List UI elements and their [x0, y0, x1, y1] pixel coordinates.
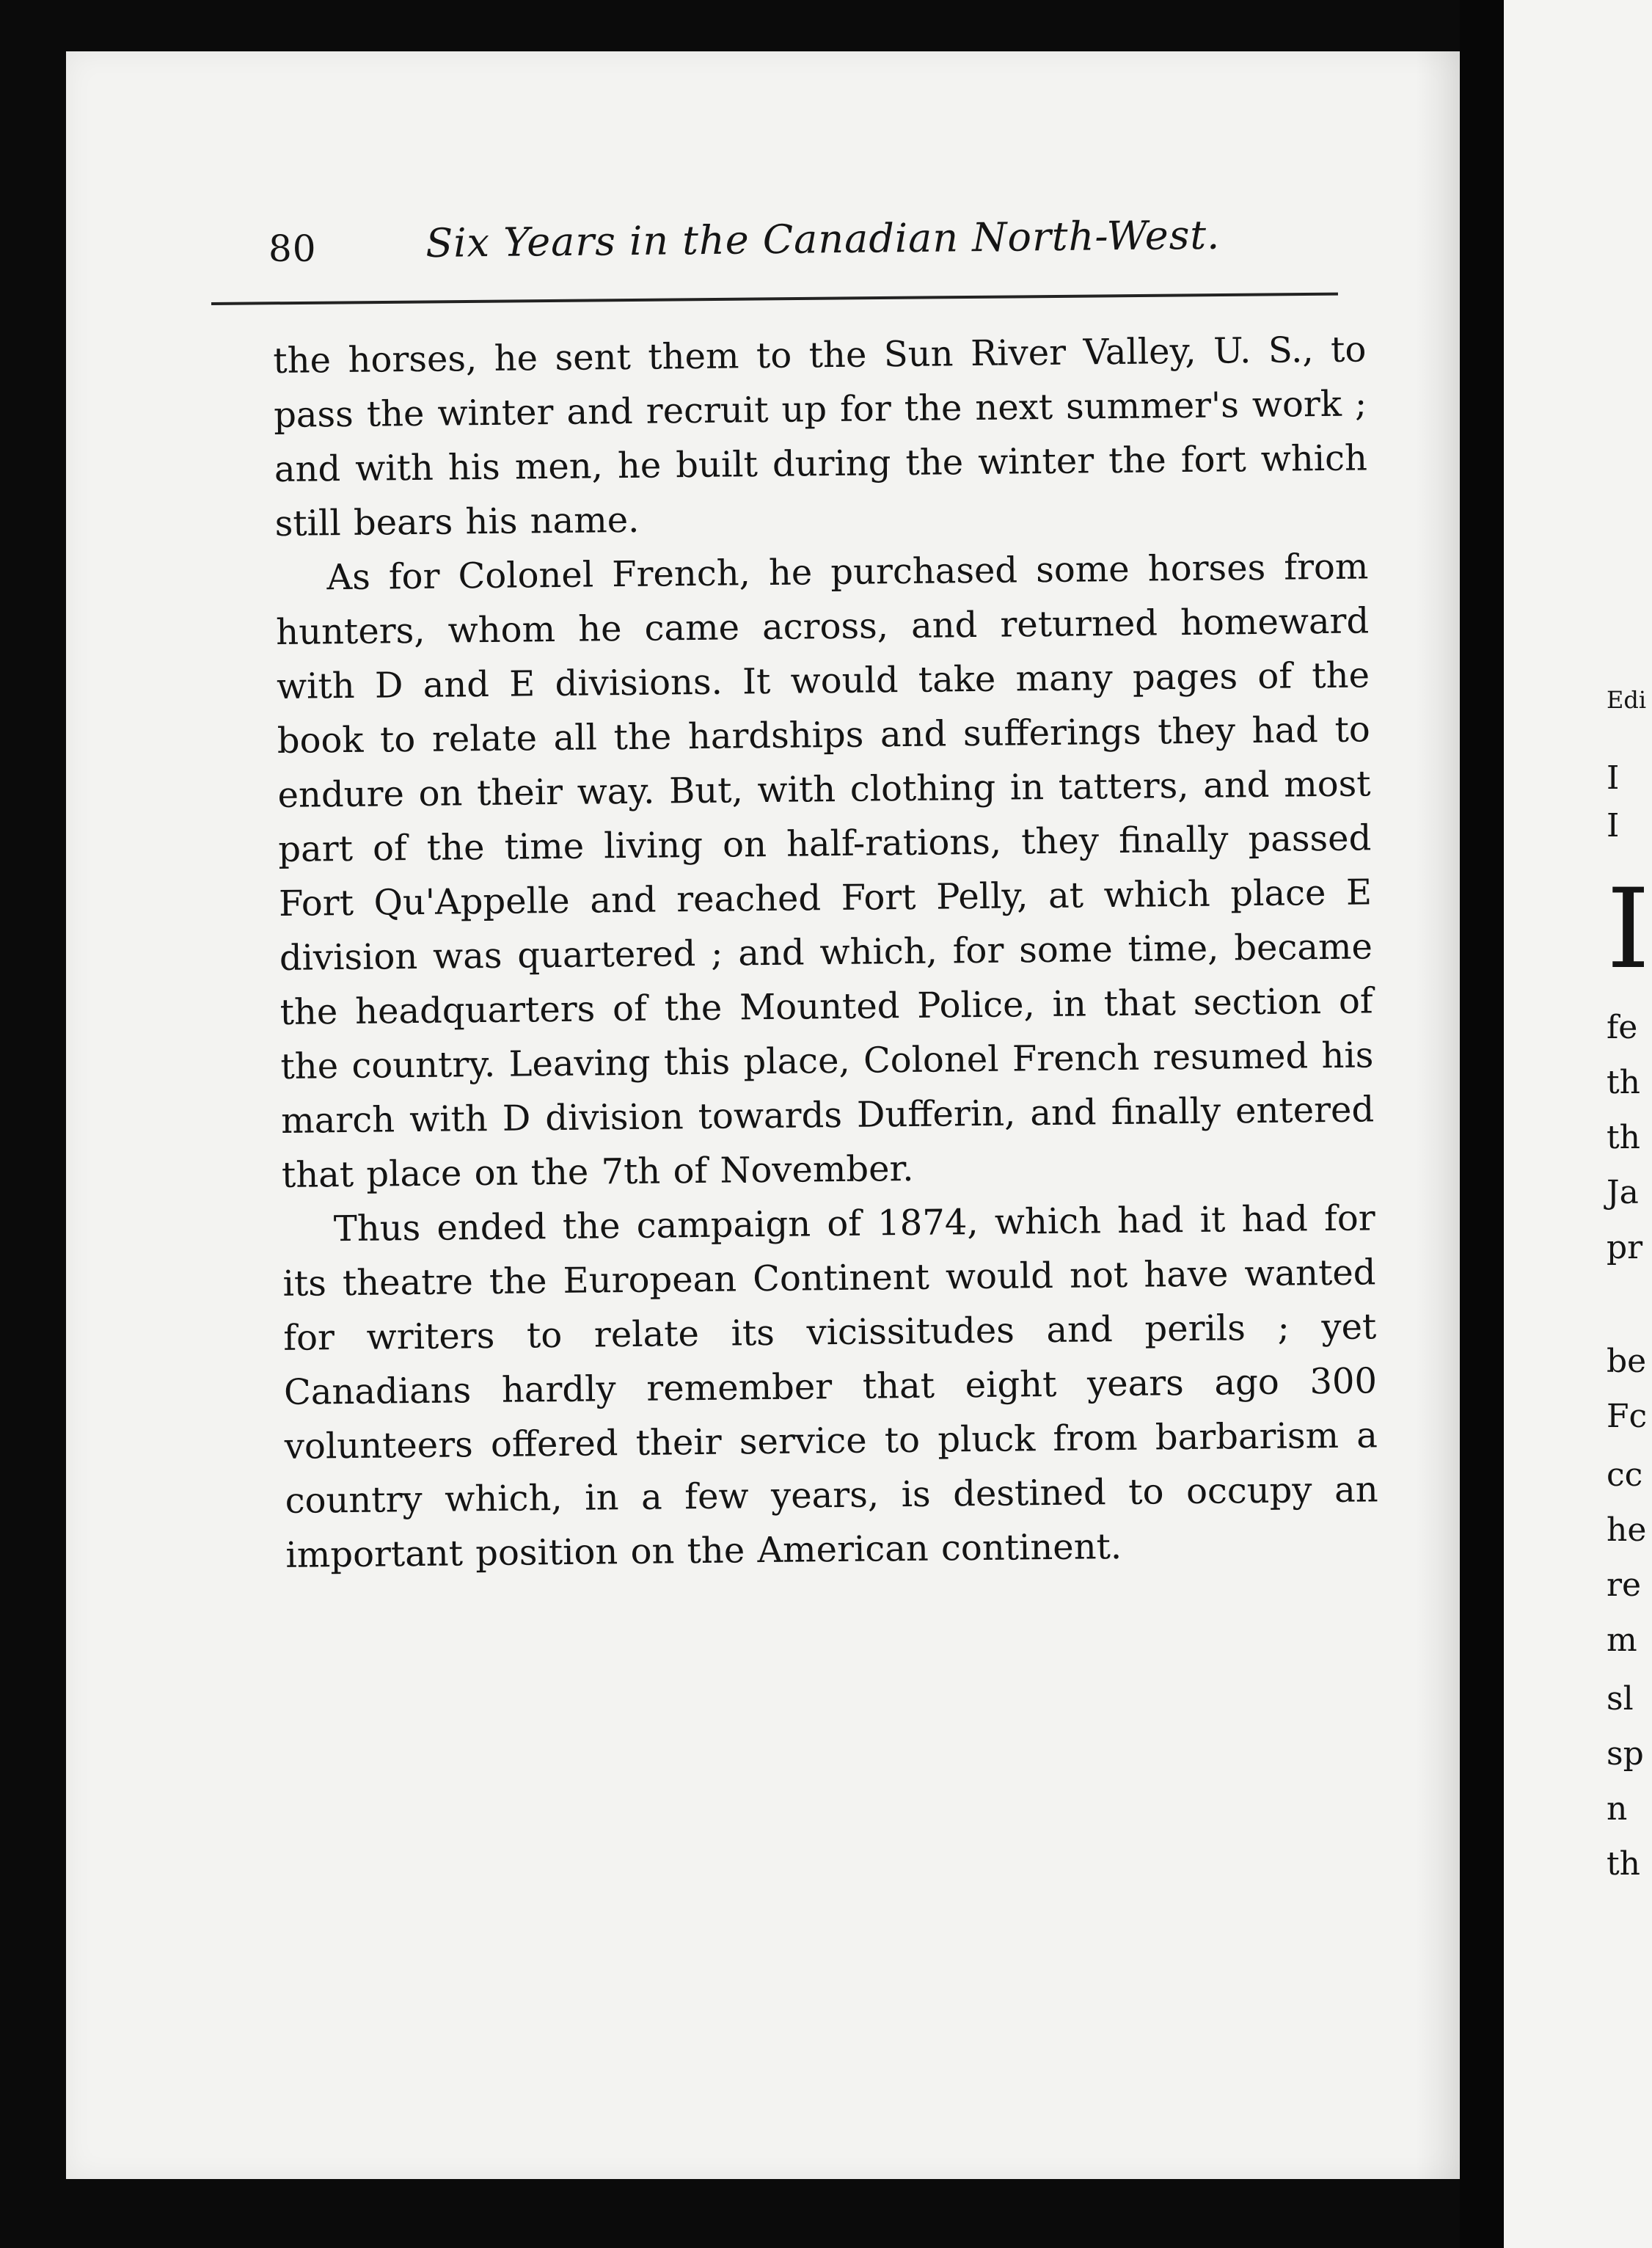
facing-fragment: sl	[1607, 1680, 1634, 1718]
facing-fragment: Edi	[1607, 686, 1647, 714]
facing-fragment: be	[1607, 1343, 1647, 1380]
facing-fragment: cc	[1607, 1456, 1643, 1494]
facing-page-text-fragments	[1577, 0, 1652, 2248]
facing-fragment: n	[1607, 1790, 1628, 1828]
paragraph-3: Thus ended the campaign of 1874, which had it had for its theatre the European Continent would not have wanted for writers to relate its vicissitudes and perils ; yet Canadians hardly remember that eight years ago 300 volunteers offered their service to pluck from barbarism a country which, in a few years, is destined to occupy an important position on the American continent.	[282, 1197, 1378, 1576]
facing-fragment: sp	[1607, 1735, 1644, 1773]
facing-fragment: Ja	[1607, 1174, 1639, 1211]
facing-fragment: Fc	[1607, 1398, 1648, 1435]
facing-drop-cap: I	[1607, 866, 1651, 993]
facing-fragment: th	[1607, 1119, 1641, 1156]
facing-fragment: th	[1607, 1064, 1641, 1101]
running-title: Six Years in the Canadian North-West.	[425, 211, 1221, 266]
running-header	[205, 213, 1335, 301]
gutter-shadow	[1416, 51, 1460, 2179]
facing-fragment: re	[1607, 1566, 1642, 1604]
facing-fragment: th	[1607, 1845, 1641, 1883]
page-body	[273, 322, 1379, 1583]
facing-fragment: m	[1607, 1621, 1637, 1659]
facing-fragment: pr	[1607, 1229, 1643, 1266]
page-number: 80	[268, 227, 317, 270]
facing-fragment: fe	[1607, 1009, 1638, 1046]
paragraph-1: the horses, he sent them to the Sun River Valley, U. S., to pass the winter and recruit up for the next summer's work ; and with his men, he built during the winter the fort which still bears his name.	[273, 329, 1368, 544]
binding-gap	[1460, 0, 1504, 2248]
facing-fragment: he	[1607, 1511, 1647, 1549]
facing-fragment: I	[1607, 759, 1620, 797]
facing-fragment: I	[1607, 807, 1620, 844]
paragraph-2: As for Colonel French, he purchased some horses from hunters, whom he came across, and returned homeward with D and E divisions. It would take many pages of the book to relate all the hardships and sufferings they had to endure on their way. But, with clothing in tatters, and most part of the time living on half-rations, they finally passed Fort Qu'Appelle and reached Fort Pelly, at which place E division was quartered ; and which, for some time, became the headquarters of the Mounted Police, in that section of the country. Leaving this place, Colonel French resumed his march with D division towards Dufferin, and finally entered that place on the 7th of November.	[275, 546, 1375, 1196]
